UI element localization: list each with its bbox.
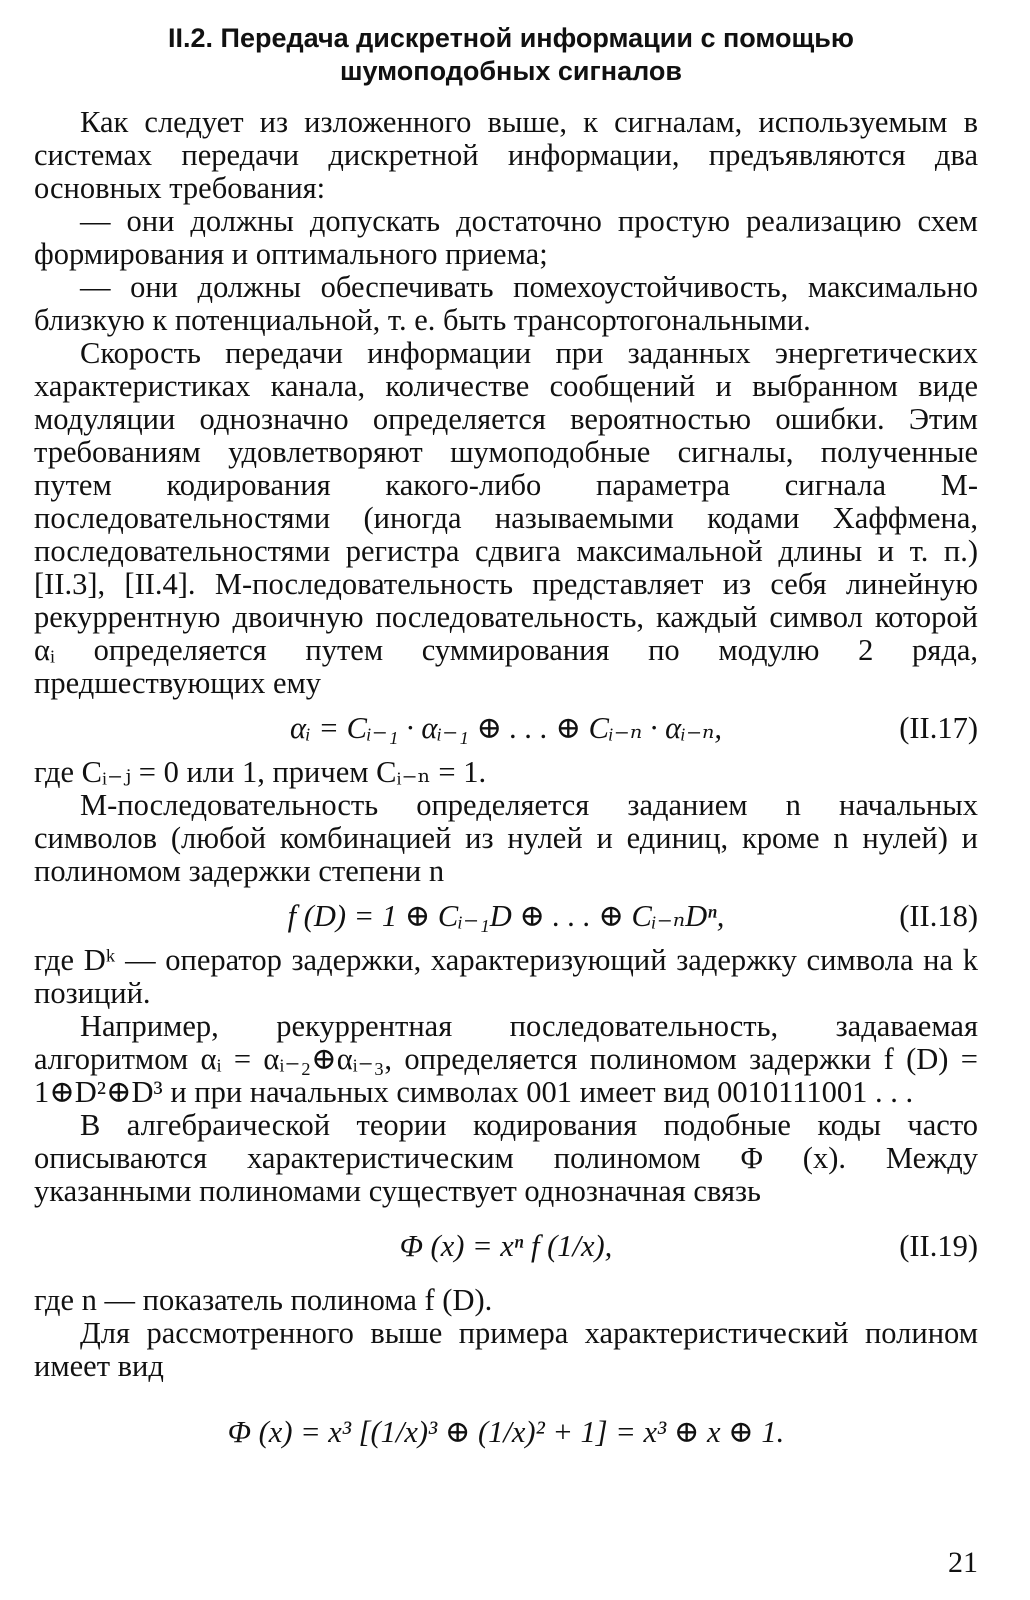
paragraph-where-c: где Cᵢ₋ⱼ = 0 или 1, причем Cᵢ₋ₙ = 1. [34, 755, 487, 789]
equation-II-19-body: Φ (x) = xⁿ f (1/x), [399, 1229, 613, 1263]
section-heading [34, 22, 978, 88]
equation-II-17 [34, 706, 978, 750]
paragraph-m-sequence-intro: Скорость передачи информации при заданных энергетических характеристиках канала, количестве сообщений и выбранном виде модуляции однозначно определяется вероятностью ошибки. Этим требованиям удовлетворяют шумоподобные сигналы, полученные путем кодирования какого-либо параметра сигнала M-последовательностями (иногда называемыми кодами Хаффмена, последовательностями регистра сдвига максимальной длины и т. п.) [II.3], [II.4]. M-последовательность представляет из себя линейную рекуррентную двоичную последовательность, каждый символ которой αᵢ определяется путем суммирования по модулю 2 ряда, предшествующих ему [34, 336, 978, 700]
equation-II-18-body: f (D) = 1 ⊕ Cᵢ₋₁D ⊕ . . . ⊕ Cᵢ₋ₙDⁿ, [287, 899, 725, 933]
paragraph-delay-polynomial: M-последовательность определяется заданием n начальных символов (любой комбинацией из нулей и единиц, кроме n нулей) и полиномом задержки степени n [34, 788, 978, 888]
paragraph-example: Например, рекуррентная последовательность, задаваемая алгоритмом αᵢ = αᵢ₋₂⊕αᵢ₋₃, определяется полиномом задержки f (D) = 1⊕D²⊕D³ и при начальных символах 001 имеет вид 0010111001 . . . [34, 1009, 978, 1109]
equation-II-17-number: (II.17) [899, 711, 978, 745]
paragraph-example-polynomial: Для рассмотренного выше примера характеристический полином имеет вид [34, 1316, 978, 1383]
equation-II-18-number: (II.18) [899, 899, 978, 933]
paragraph-requirements: Как следует из изложенного выше, к сигналам, используемым в системах передачи дискретной информации, предъявляются два основных требования: [34, 105, 978, 205]
heading-line-2: шумоподобных сигналов [340, 56, 682, 86]
equation-characteristic [34, 1397, 978, 1467]
page-number: 21 [948, 1546, 978, 1579]
paragraph-requirement-1: — они должны допускать достаточно простую реализацию схем формирования и оптимального приема; [34, 204, 978, 271]
heading-line-1: II.2. Передача дискретной информации с помощью [168, 23, 854, 53]
equation-characteristic-body: Φ (x) = x³ [(1/x)³ ⊕ (1/x)² + 1] = x³ ⊕ x ⊕ 1. [227, 1415, 785, 1449]
equation-II-18 [34, 894, 978, 938]
paragraph-where-d: где Dᵏ — оператор задержки, характеризующий задержку символа на k позиций. [34, 943, 978, 1010]
equation-II-19-number: (II.19) [899, 1229, 978, 1263]
paragraph-algebraic-theory: В алгебраической теории кодирования подобные коды часто описываются характеристическим полиномом Φ (x). Между указанными полиномами существует однозначная связь [34, 1108, 978, 1208]
paragraph-requirement-2: — они должны обеспечивать помехоустойчивость, максимально близкую к потенциальной, т. е. быть трансортогональными. [34, 270, 978, 337]
paragraph-where-n: где n — показатель полинома f (D). [34, 1283, 493, 1317]
equation-II-19 [34, 1214, 978, 1278]
equation-II-17-body: αᵢ = Cᵢ₋₁ · αᵢ₋₁ ⊕ . . . ⊕ Cᵢ₋ₙ · αᵢ₋ₙ, [289, 711, 723, 745]
